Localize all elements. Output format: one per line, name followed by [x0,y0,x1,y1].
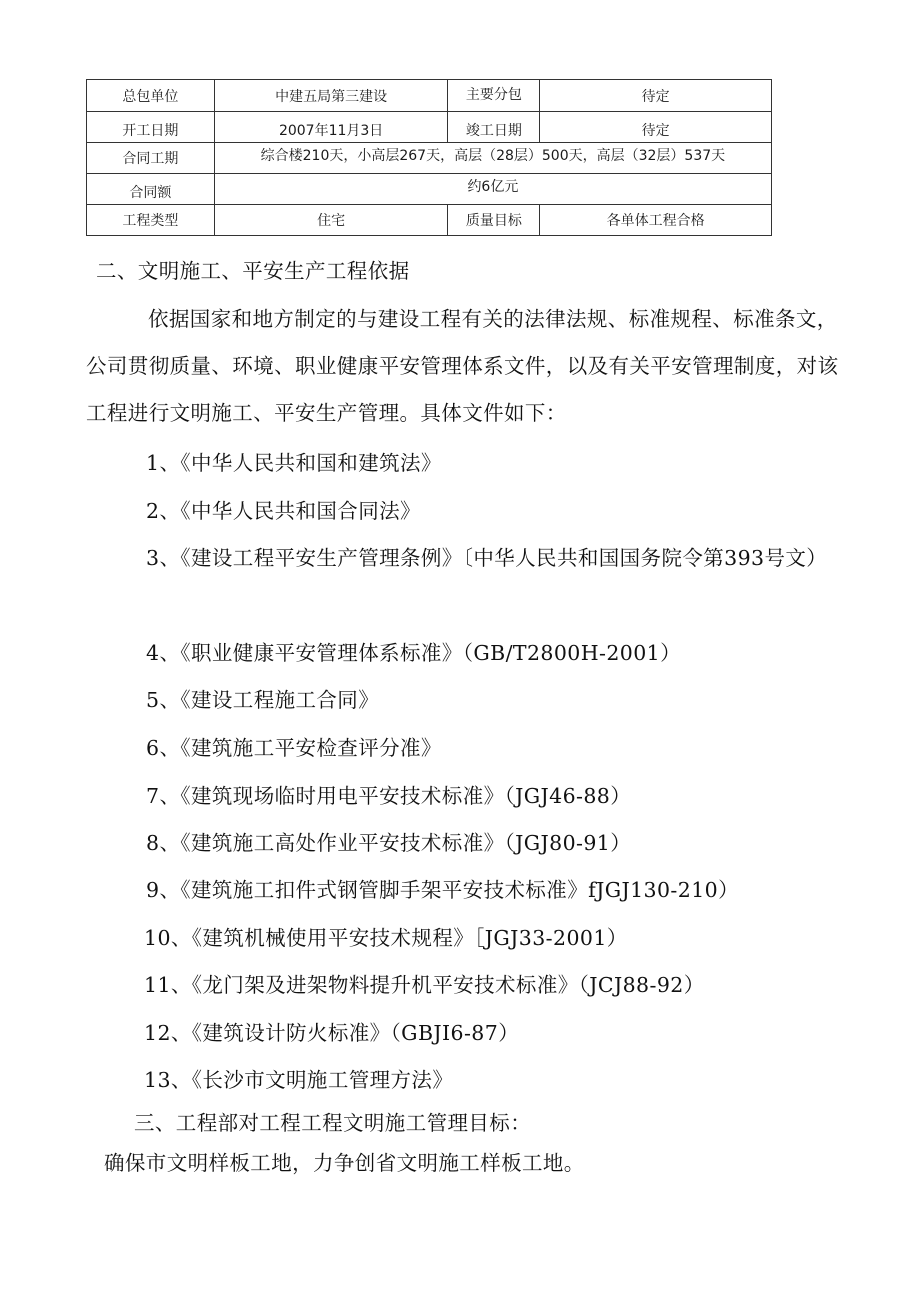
list-item-text: 3、《建设工程平安生产管理条例》〔中华人民共和国国务院令第393号文） [146,546,828,570]
table-cell-label: 开工日期 [87,112,215,143]
project-info-table [86,79,772,236]
list-item: 10、《建筑机械使用平安技术规程》［JGJ33-2001） [144,926,628,950]
list-item: 1、《中华人民共和国和建筑法》 [146,451,442,475]
table-cell-label: 合同工期 [87,143,215,174]
table-cell-label: 总包单位 [87,80,215,112]
intro-text: 依据国家和地方制定的与建设工程有关的法律法规、标准规程、标准条文，公司贯彻质量、环境、职业健康平安管理体系文件，以及有关平安管理制度，对该工程进行文明施工、平安生产管理。具体文件如下： [86,307,839,425]
table-cell-label: 主要分包 [448,80,540,112]
list-item: 11、《龙门架及进架物料提升机平安技术标准》（JCJ88-92） [144,973,705,997]
table-cell-value: 待定 [540,112,772,143]
list-item: 7、《建筑现场临时用电平安技术标准》（JGJ46-88） [146,784,632,808]
list-item [86,535,846,582]
list-item: 13、《长沙市文明施工管理方法》 [144,1068,454,1092]
table-cell-value: 2007年11月3日 [214,112,448,143]
list-item: 4、《职业健康平安管理体系标准》（GB/T2800H-2001） [146,641,682,665]
table-row [87,80,772,112]
table-cell-value: 约6亿元 [214,174,771,205]
table-cell-value: 中建五局第三建设 [214,80,448,112]
table-cell-value: 住宅 [214,205,448,236]
section-heading: 二、文明施工、平安生产工程依据 [96,259,410,283]
list-item: 6、《建筑施工平安检查评分准》 [146,736,442,760]
table-row [87,205,772,236]
table-cell-label: 合同额 [87,174,215,205]
list-item: 5、《建设工程施工合同》 [146,688,380,712]
list-item: 12、《建筑设计防火标准》（GBJI6-87） [144,1021,520,1045]
table-cell-label: 竣工日期 [448,112,540,143]
table-cell-label: 质量目标 [448,205,540,236]
table-cell-value: 各单体工程合格 [540,205,772,236]
table-cell-value: 待定 [540,80,772,112]
list-item: 2、《中华人民共和国合同法》 [146,499,421,523]
section-heading: 三、工程部对工程工程文明施工管理目标： [134,1111,532,1135]
table-cell-value: 综合楼210天，小高层267天，高层（28层）500天，高层（32层）537天 [214,143,771,174]
table-row [87,143,772,174]
table-row [87,174,772,205]
table-row [87,112,772,143]
table-cell-label: 工程类型 [87,205,215,236]
list-item: 9、《建筑施工扣件式钢管脚手架平安技术标准》fJGJ130-210） [146,878,739,902]
intro-paragraph [86,296,846,437]
goal-text: 确保市文明样板工地，力争创省文明施工样板工地。 [104,1151,585,1175]
list-item: 8、《建筑施工高处作业平安技术标准》（JGJ80-91） [146,831,632,855]
